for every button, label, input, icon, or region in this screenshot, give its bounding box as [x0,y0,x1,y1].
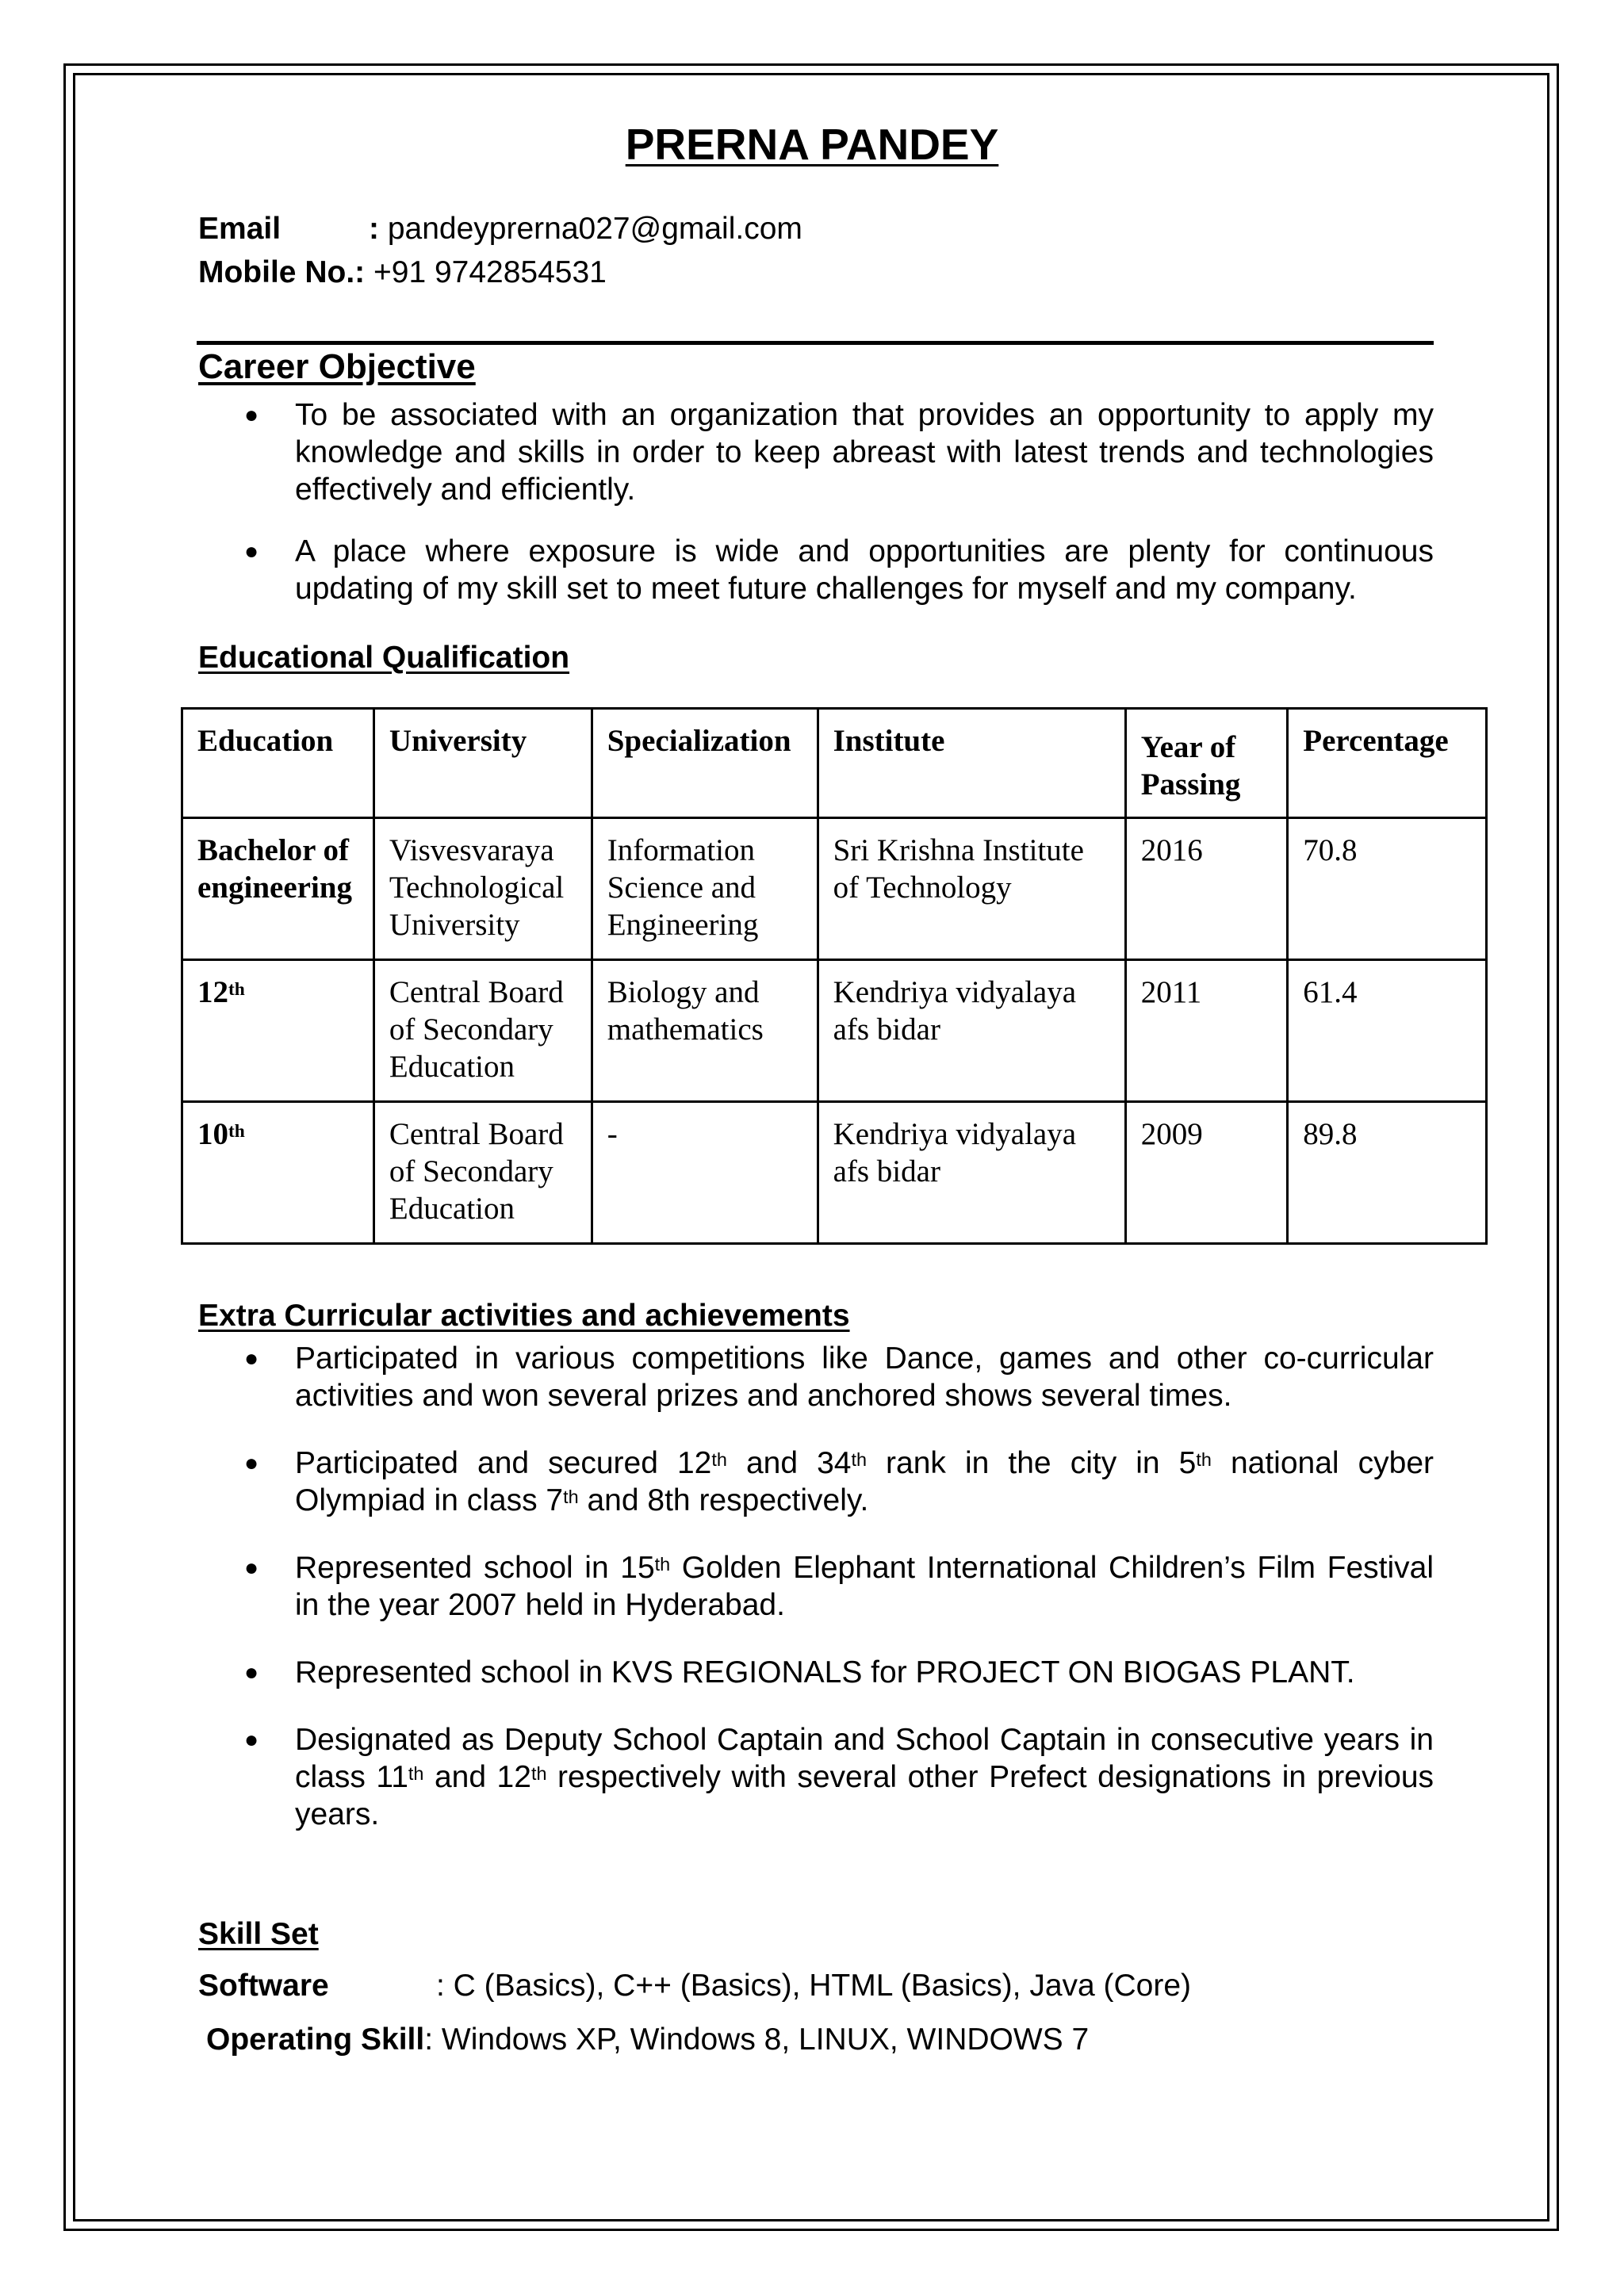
header-institute: Institute [818,709,1125,818]
extra-curricular-title: Extra Curricular activities and achievements [198,1299,850,1333]
cell-year: 2016 [1125,818,1288,960]
cell-university: Central Board of Secondary Education [373,960,592,1102]
table-row [182,818,1487,960]
achievement-item: ● Participated in various competitions like Dance, games and other co-curricular activities and won several prizes and anchored shows several times. [244,1341,1434,1413]
cell-education: 12th [182,960,374,1102]
cell-year: 2009 [1125,1102,1288,1244]
cell-institute: Kendriya vidyalaya afs bidar [818,960,1125,1102]
software-value: : C (Basics), C++ (Basics), HTML (Basics), Java (Core) [436,1969,1192,2003]
mobile-line [198,255,607,290]
bullet-icon: ● [244,1555,259,1581]
cell-specialization: Biology and mathematics [592,960,818,1102]
bullet-icon: ● [244,538,259,564]
table-row [182,1102,1487,1244]
os-label: Operating Skill [206,2022,425,2057]
bullet-icon: ● [244,402,259,428]
email-label: Email [198,212,282,246]
mobile-label: Mobile No.: [198,255,366,289]
cell-percentage: 70.8 [1288,818,1487,960]
cell-percentage: 89.8 [1288,1102,1487,1244]
bullet-icon: ● [244,1727,259,1753]
cell-specialization: - [592,1102,818,1244]
mobile-value: +91 9742854531 [373,255,607,289]
cell-specialization: Information Science and Engineering [592,818,818,960]
career-item: ● To be associated with an organization that provides an opportunity to apply my knowledge and skills in order to keep abreast with latest trends and technologies effectively and efficiently. [244,398,1434,507]
cell-percentage: 61.4 [1288,960,1487,1102]
career-item: ● A place where exposure is wide and opportunities are plenty for continuous updating of my skill set to meet future challenges for myself and my company. [244,534,1434,606]
bullet-icon: ● [244,1450,259,1476]
achievement-item: ● Participated and secured 12th and 34th rank in the city in 5th national cyber Olympiad in class 7th and 8th respectively. [244,1446,1434,1517]
cell-university: Visvesvaraya Technological University [373,818,592,960]
email-separator: : [369,212,379,246]
bullet-icon: ● [244,1345,259,1372]
resume-name: PRERNA PANDEY [625,120,999,169]
header-divider [197,341,1434,345]
header-percentage: Percentage [1288,709,1487,818]
skill-set-title: Skill Set [198,1917,319,1951]
extra-curricular-list [244,1340,1434,1833]
table-row [182,960,1487,1102]
education-table [181,707,1488,1245]
header-specialization: Specialization [592,709,818,818]
cell-education: Bachelor of engineering [182,818,374,960]
career-objective-list [244,396,1434,607]
cell-education: 10th [182,1102,374,1244]
education-title: Educational Qualification [198,641,570,675]
header-university: University [373,709,592,818]
career-objective-title: Career Objective [198,347,476,386]
header-year: Year of Passing [1125,709,1288,818]
software-label: Software [198,1969,329,2003]
software-line [198,1969,1191,2003]
email-line [198,212,802,247]
os-value: : Windows XP, Windows 8, LINUX, WINDOWS 7 [424,2022,1090,2057]
email-value: pandeyprerna027@gmail.com [387,212,802,246]
os-line [206,2022,1089,2057]
cell-university: Central Board of Secondary Education [373,1102,592,1244]
achievement-item: ● Represented school in KVS REGIONALS for PROJECT ON BIOGAS PLANT. [244,1655,1355,1689]
table-header-row [182,709,1487,818]
header-education: Education [182,709,374,818]
achievement-item: ● Designated as Deputy School Captain and School Captain in consecutive years in class 11th and 12th respectively with several other Prefect designations in previous years. [244,1723,1434,1831]
cell-institute: Kendriya vidyalaya afs bidar [818,1102,1125,1244]
cell-institute: Sri Krishna Institute of Technology [818,818,1125,960]
bullet-icon: ● [244,1659,259,1686]
achievement-item: ● Represented school in 15th Golden Elephant International Children’s Film Festival in the year 2007 held in Hyderabad. [244,1551,1434,1622]
cell-year: 2011 [1125,960,1288,1102]
